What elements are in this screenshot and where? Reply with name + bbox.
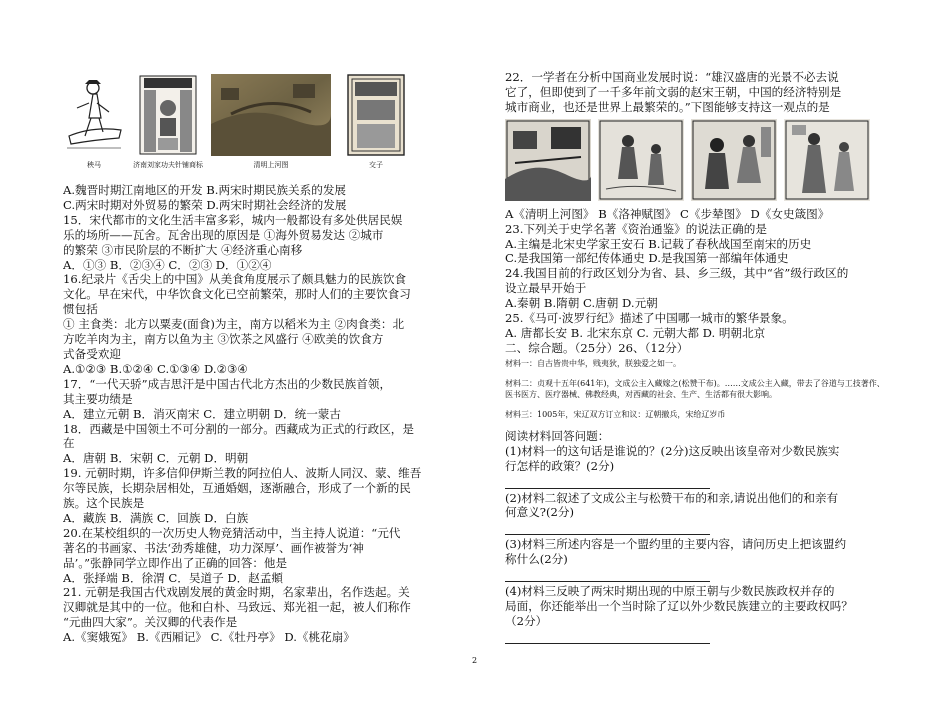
text-line: A．建立元朝 B．消灭南宋 C．建立明朝 D．统一蒙古 (63, 406, 341, 421)
text-line: 品’。”张静同学立即作出了正确的回答：他是 (63, 555, 288, 570)
text-line: 尔等民族，长期杂居相处，互通婚姻，逐渐融合，形成了一个新的民 (63, 481, 411, 496)
question-line: 称什么(2分) (505, 552, 568, 567)
text-line: 二、综合题。（25分）26、（12分） (505, 340, 689, 355)
text-line: 的繁荣 ③市民阶层的不断扩大 ④经济重心南移 (63, 242, 303, 257)
text-line: 惯包括 (63, 302, 98, 317)
figure-caption: 交子 (369, 161, 383, 169)
answer-line[interactable] (505, 520, 710, 535)
text-line: A．张择端 B．徐渭 C．吴道子 D．赵孟頫 (63, 570, 284, 585)
text-line: A.魏晋时期江南地区的开发 B.两宋时期民族关系的发展 (63, 183, 347, 197)
text-line: C.是我国第一部纪传体通史 D.是我国第一部编年体通史 (505, 251, 789, 266)
figure-row (63, 70, 458, 170)
text-line: C.两宋时期对外贸易的繁荣 D.两宋时期社会经济的发展 (63, 197, 347, 212)
q22-image-c (691, 119, 777, 201)
text-line: 18．西藏是中国领土不可分割的一部分。西藏成为正式的行政区，是 (63, 421, 414, 436)
text-line: 21. 元朝是我国古代戏剧发展的黄金时期，名家辈出，名作迭起。关 (63, 585, 410, 600)
text-line: 22．一学者在分析中国商业发展时说：“雄汉盛唐的光景不必去说 (505, 70, 839, 84)
right-column (505, 70, 885, 646)
text-line: 23.下列关于史学名著《资治通鉴》的说法正确的是 (505, 221, 767, 236)
figure-jiaozi (347, 74, 405, 170)
figure-yangma (63, 78, 125, 170)
left-questions (63, 183, 458, 645)
text-line: 在 (63, 436, 75, 451)
text-line: A. 唐都长安 B. 北宋东京 C. 元朝大都 D. 明朝北京 (505, 325, 766, 340)
material-text: 材料一：自古皆贵中华，贱夷狄，朕独爱之如一。 (505, 358, 681, 368)
question-line: (1)材料一的这句话是谁说的？(2分)这反映出该皇帝对少数民族实 (505, 443, 840, 458)
question-line: 阅读材料回答问题： (505, 428, 610, 443)
text-line: 24.我国目前的行政区划分为省、县、乡三级，其中“省”级行政区的 (505, 266, 849, 281)
q22-image-b (598, 119, 684, 201)
right-questions (505, 207, 885, 356)
text-line: 15．宋代都市的文化生活丰富多彩，城内一般都设有多处供居民娱 (63, 212, 403, 227)
material-text: 材料三：1005年，宋辽双方订立和议：辽朝撤兵，宋给辽岁币 (505, 409, 726, 419)
text-line: 城市商业，也还是世界上最繁荣的。”下图能够支持这一观点的是 (505, 99, 830, 114)
text-line: A．①③ B．②③④ C．②③ D．①②④ (63, 257, 272, 272)
q22-image-a (505, 119, 591, 201)
question-line: (2)材料二叙述了文成公主与松赞干布的和亲,请说出他们的和亲有 (505, 490, 839, 505)
qingming-painting (211, 74, 331, 156)
trademark-illustration (138, 74, 198, 156)
text-line: 16.纪录片《舌尖上的中国》从美食角度展示了颇具魅力的民族饮食 (63, 272, 407, 287)
figure-caption: 济南刘家功夫针铺商标 (133, 161, 203, 169)
question-line: (3)材料三所述内容是一个盟约里的主要内容，请问历史上把该盟约 (505, 537, 847, 552)
reading-questions (505, 429, 885, 644)
left-column (63, 70, 458, 645)
text-line: 汉卿就是其中的一位。他和白朴、马致远、郑光祖一起，被人们称作 (63, 600, 411, 615)
text-line: A．藏族 B．满族 C．回族 D．白族 (63, 510, 249, 525)
question-22 (505, 70, 885, 115)
text-line: A.秦朝 B.隋朝 C.唐朝 D.元朝 (505, 296, 658, 311)
text-line: A.《窦娥冤》 B.《西厢记》 C.《牡丹亭》 D.《桃花扇》 (63, 630, 355, 645)
question-line: （2分） (505, 613, 548, 628)
answer-line[interactable] (505, 629, 710, 644)
materials (505, 358, 885, 420)
text-line: A.主编是北宋史学家王安石 B.记载了春秋战国至南宋的历史 (505, 236, 812, 251)
question-line: 行怎样的政策？(2分) (505, 458, 615, 473)
text-line: A．唐朝 B．宋朝 C．元朝 D．明朝 (63, 451, 249, 466)
figure-caption: 秧马 (87, 161, 101, 169)
text-line: 17．“一代天骄”成吉思汗是中国古代北方杰出的少数民族首领， (63, 376, 392, 391)
text-line: 25.《马可·波罗行纪》描述了中国哪一城市的繁华景象。 (505, 311, 794, 326)
text-line: 设立最早开始于 (505, 281, 587, 296)
question-line: (4)材料三反映了两宋时期出现的中原王朝与少数民族政权并存的 (505, 584, 835, 599)
question-line: 何意义?(2分) (505, 505, 575, 520)
text-line: 文化。早在宋代，中华饮食文化已空前繁荣，那时人们的主要饮食习 (63, 287, 411, 302)
text-line: 其主要功绩是 (63, 391, 133, 406)
text-line: 方吃羊肉为主，南方以鱼为主 ③饮茶之风盛行 ④欧美的饮食方 (63, 332, 384, 347)
text-line: ① 主食类：北方以粟麦(面食)为主，南方以稻米为主 ②肉食类：北 (63, 317, 405, 332)
text-line: 族。这个民族是 (63, 496, 145, 511)
text-line: 20.在某校组织的一次历史人物竞猜活动中，当主持人说道：“元代 (63, 525, 401, 540)
text-line: A《清明上河图》 B《洛神赋图》 C《步辇图》 D《女史箴图》 (505, 206, 830, 221)
material-text: 材料二：贞观十五年(641年)，文成公主入藏嫁之(松赞干布)。……文成公主入藏，带去了谷道与工技著作、医书医方、医疗器械、佛教经典，对西藏的社会、生产、生活都有很大影响。 (505, 378, 885, 399)
answer-line[interactable] (505, 474, 710, 489)
text-line: 式备受欢迎 (63, 346, 121, 361)
q22-image-d (784, 119, 870, 201)
q22-images (505, 119, 885, 201)
figure-trademark (133, 74, 203, 170)
text-line: 乐的场所——瓦舍。瓦舍出现的原因是 ①海外贸易发达 ②城市 (63, 227, 384, 242)
text-line: “元曲四大家”。关汉卿的代表作是 (63, 615, 238, 630)
yangma-illustration (63, 78, 125, 156)
figure-qingming (211, 74, 331, 170)
text-line: 著名的书画家、书法‘劲秀雄健，功力深厚’、画作被誉为‘神 (63, 540, 364, 555)
question-line: 局面，你还能举出一个当时除了辽以外少数民族建立的主要政权吗？ (505, 599, 853, 614)
text-line: 它了，但即使到了一千多年前文弱的赵宋王朝，中国的经济特别是 (505, 84, 842, 99)
jiaozi-note (347, 74, 405, 156)
text-line: 19. 元朝时期，许多信仰伊斯兰教的阿拉伯人、波斯人同汉、蒙、维吾 (63, 466, 422, 481)
answer-line[interactable] (505, 567, 710, 582)
figure-caption: 清明上河图 (253, 161, 289, 169)
text-line: A.①②③ B.①②④ C.①③④ D.②③④ (63, 361, 248, 376)
page-number: 2 (472, 656, 478, 665)
